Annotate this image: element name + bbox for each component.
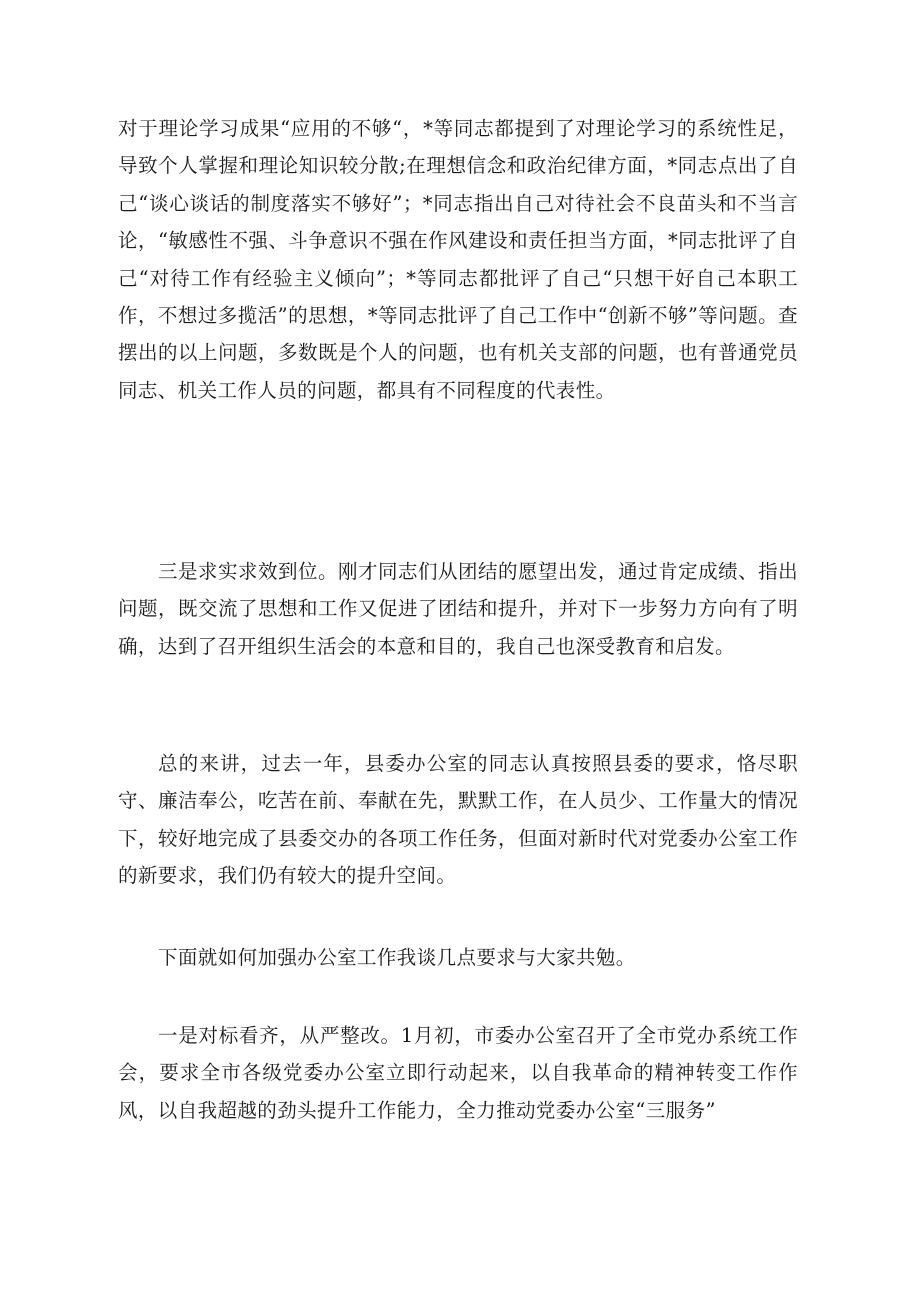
paragraph-4: 下面就如何加强办公室工作我谈几点要求与大家共勉。	[158, 946, 636, 969]
paragraph-1: 对于理论学习成果“应用的不够“，*等同志都提到了对理论学习的系统性足，导致个人掌握和理论知识较分散;在理想信念和政治纪律方面，*同志点出了自己“谈心谈话的制度落实不够好”；*同志指出自己对待社会不良苗头和不当言论，“敏感性不强、斗争意识不强在作风建设和责任担当方面，*同志批评了自己“对待工作有经验主义倾向”；*等同志都批评了自己“只想干好自己本职工作，不想过多揽活”的思想，*等同志批评了自己工作中“创新不够”等问题。查摆出的以上问题，多数既是个人的问题，也有机关支部的问题，也有普通党员同志、机关工作人员的问题，都具有不同程度的代表性。	[118, 117, 798, 402]
paragraph-3: 总的来讲，过去一年，县委办公室的同志认真按照县委的要求，恪尽职守、廉洁奉公，吃苦在前、奉献在先，默默工作，在人员少、工作量大的情况下，较好地完成了县委交办的各项工作任务，但面对新时代对党委办公室工作的新要求，我们仍有较大的提升空间。	[118, 752, 798, 888]
paragraph-5: 一是对标看齐，从严整改。1月初，市委办公室召开了全市党办系统工作会，要求全市各级党委办公室立即行动起来，以自我革命的精神转变工作作风，以自我超越的劲头提升工作能力，全力推动党委办公室“三服务”	[118, 1024, 798, 1122]
paragraph-2: 三是求实求效到位。刚才同志们从团结的愿望出发，通过肯定成绩、指出问题，既交流了思想和工作又促进了团结和提升，并对下一步努力方向有了明确，达到了召开组织生活会的本意和目的，我自己也深受教育和启发。	[118, 560, 798, 658]
